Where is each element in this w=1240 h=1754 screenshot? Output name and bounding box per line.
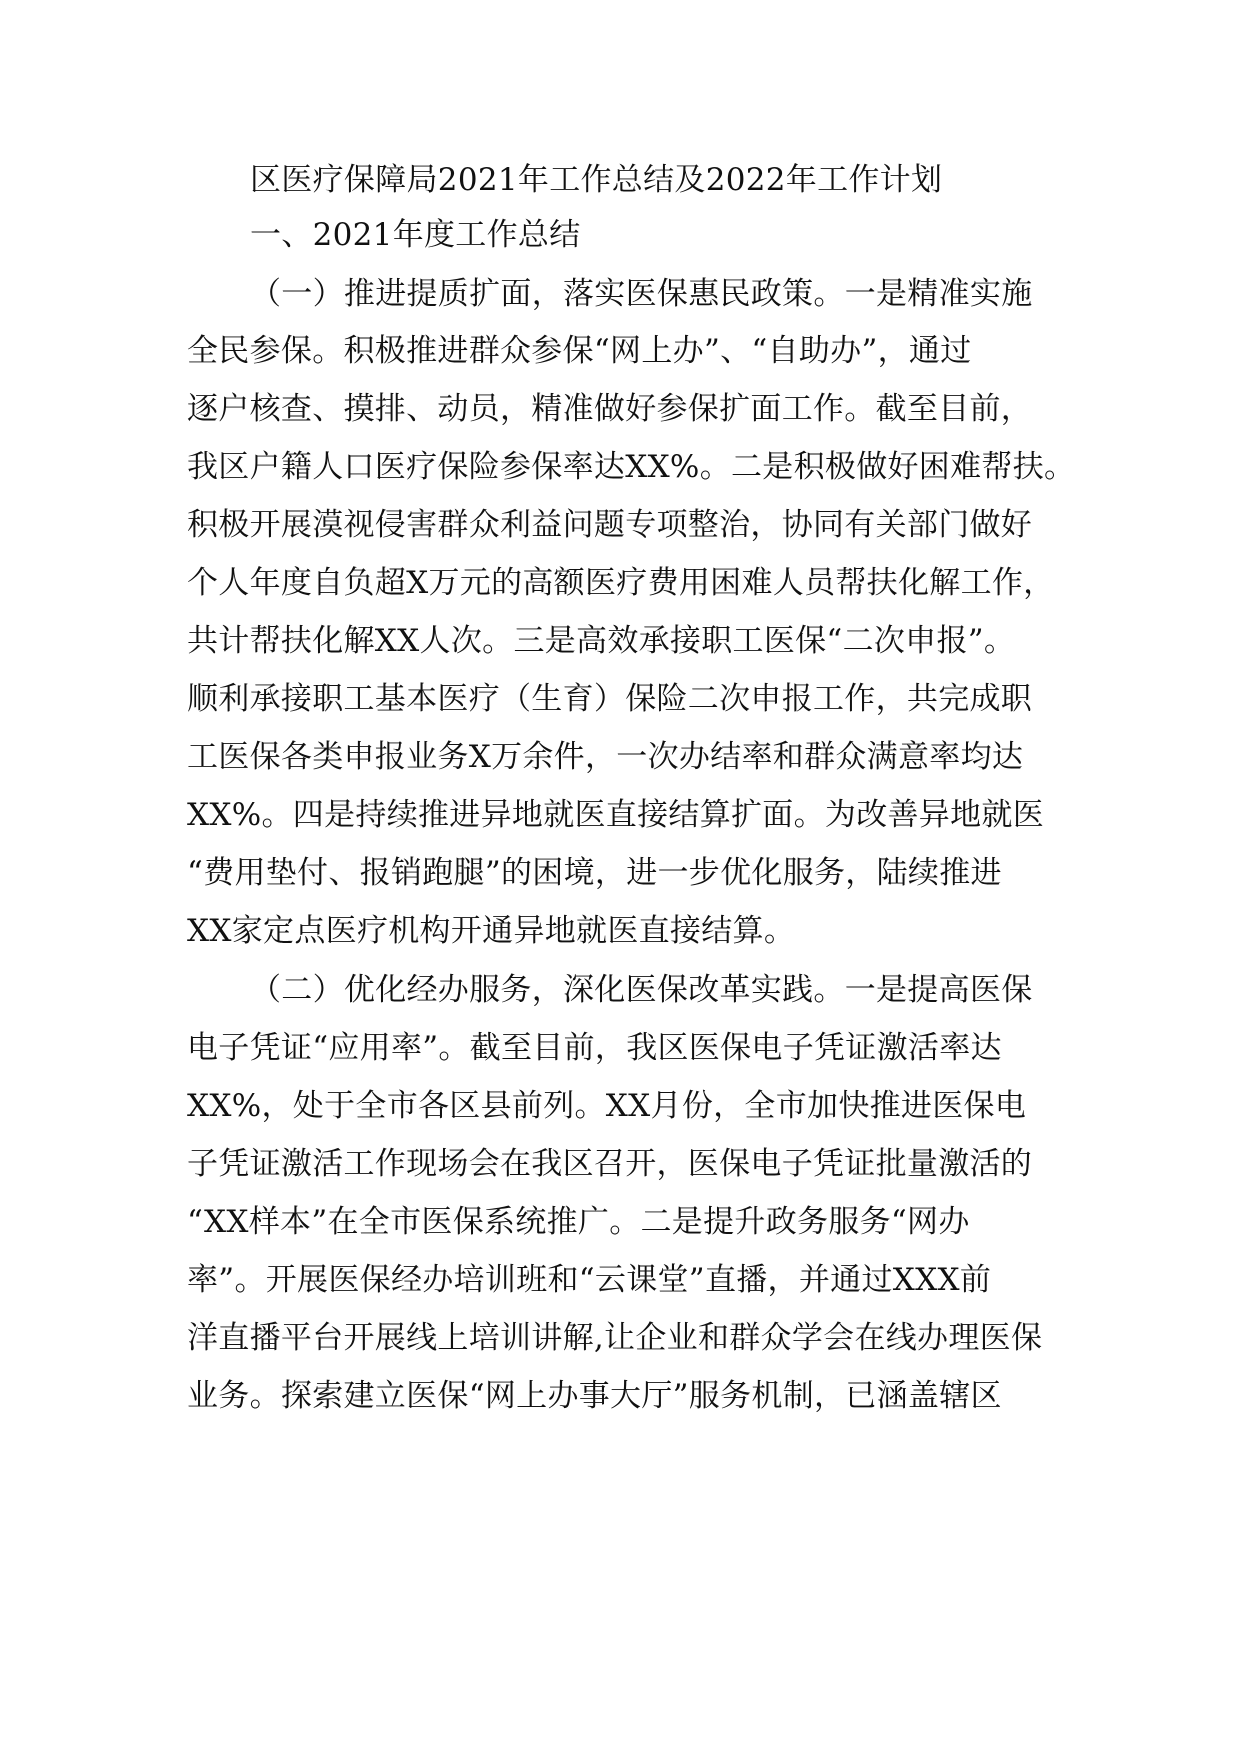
paragraph-line: 逐户核查、摸排、动员，精准做好参保扩面工作。截至目前， <box>187 391 1033 427</box>
paragraph-line: （二）优化经办服务，深化医保改革实践。一是提高医保 <box>250 972 1033 1008</box>
paragraph-line: 个人年度自负超X万元的高额医疗费用困难人员帮扶化解工作， <box>187 565 1055 601</box>
paragraph-line: 子凭证激活工作现场会在我区召开，医保电子凭证批量激活的 <box>187 1146 1033 1182</box>
paragraph-line: XX%，处于全市各区县前列。XX月份，全市加快推进医保电 <box>187 1088 1027 1124</box>
paragraph-line: 洋直播平台开展线上培训讲解,让企业和群众学会在线办理医保 <box>187 1320 1043 1356</box>
paragraph-line: 我区户籍人口医疗保险参保率达XX%。二是积极做好困难帮扶。 <box>187 449 1076 485</box>
paragraph-line: “费用垫付、报销跑腿”的困境，进一步优化服务，陆续推进 <box>187 855 1002 891</box>
paragraph-line: 全民参保。积极推进群众参保“网上办”、“自助办”，通过 <box>187 333 972 369</box>
paragraph-line: 工医保各类申报业务X万余件，一次办结率和群众满意率均达 <box>187 739 1024 775</box>
paragraph-line: 共计帮扶化解XX人次。三是高效承接职工医保“二次申报”。 <box>187 623 1016 659</box>
section-heading: 一、2021年度工作总结 <box>250 217 581 253</box>
paragraph-line: 积极开展漠视侵害群众利益问题专项整治，协同有关部门做好 <box>187 507 1033 543</box>
paragraph-line: 电子凭证“应用率”。截至目前，我区医保电子凭证激活率达 <box>187 1030 1002 1066</box>
document-title: 区医疗保障局2021年工作总结及2022年工作计划 <box>250 162 943 198</box>
paragraph-line: “XX样本”在全市医保系统推广。二是提升政务服务“网办 <box>187 1204 970 1240</box>
paragraph-line: （一）推进提质扩面，落实医保惠民政策。一是精准实施 <box>250 276 1033 312</box>
paragraph-line: 业务。探索建立医保“网上办事大厅”服务机制，已涵盖辖区 <box>187 1378 1002 1414</box>
paragraph-line: XX家定点医疗机构开通异地就医直接结算。 <box>187 913 796 949</box>
paragraph-line: 顺利承接职工基本医疗（生育）保险二次申报工作，共完成职 <box>187 681 1033 717</box>
paragraph-line: XX%。四是持续推进异地就医直接结算扩面。为改善异地就医 <box>187 797 1044 833</box>
paragraph-line: 率”。开展医保经办培训班和“云课堂”直播，并通过XXX前 <box>187 1262 992 1298</box>
